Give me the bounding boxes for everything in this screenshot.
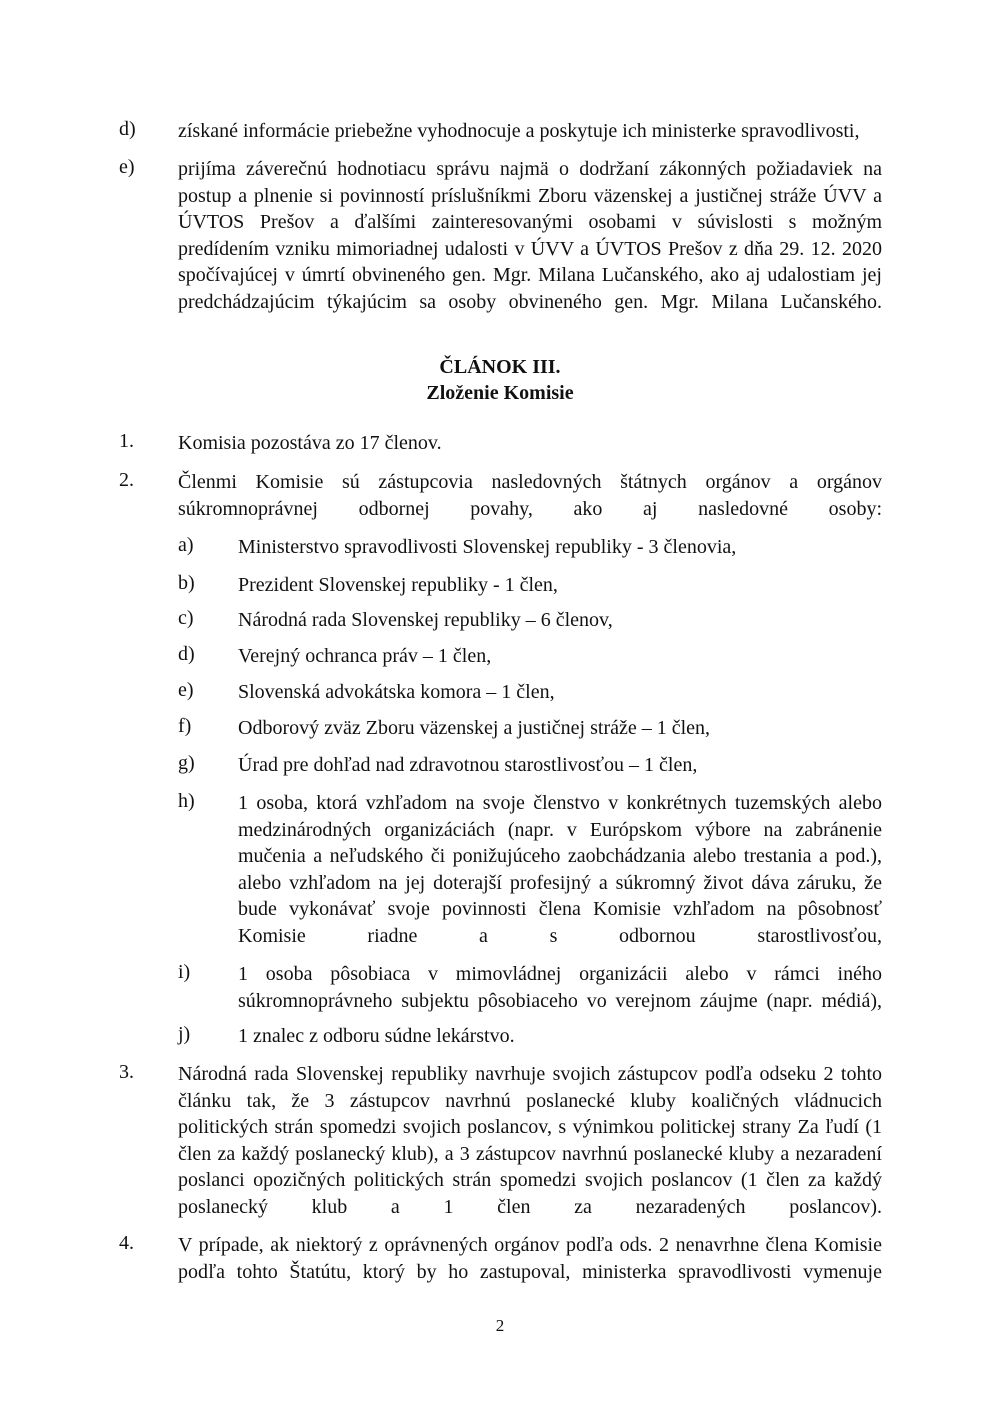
member-text: 1 znalec z odboru súdne lekárstvo. — [238, 1025, 515, 1047]
section-label: 2. — [119, 469, 134, 491]
member-label: j) — [178, 1023, 191, 1045]
member-text: Prezident Slovenskej republiky - 1 člen, — [238, 574, 558, 596]
member-text: Ministerstvo spravodlivosti Slovenskej republiky - 3 členovia, — [238, 536, 737, 558]
member-label: h) — [178, 790, 195, 812]
member-text: Verejný ochranca práv – 1 člen, — [238, 645, 492, 667]
section-label: 1. — [119, 430, 134, 452]
list-item-label: e) — [119, 156, 135, 178]
article-title: Zloženie Komisie — [426, 382, 574, 404]
section-text: V prípade, ak niektorý z oprávnených orgánov podľa ods. 2 nenavrhne člena Komisie podľa tohto Štatútu, ktorý by ho zastupoval, ministerka spravodlivosti vymenuje — [178, 1234, 882, 1283]
member-label: i) — [178, 961, 191, 983]
member-label: c) — [178, 607, 194, 629]
article-number: ČLÁNOK III. — [439, 356, 561, 378]
member-text: 1 osoba pôsobiaca v mimovládnej organizácii alebo v rámci iného súkromnoprávneho subjektu pôsobiaceho vo verejnom záujme (napr. médiá), — [238, 963, 882, 1012]
member-label: f) — [178, 715, 192, 737]
section-label: 3. — [119, 1061, 134, 1083]
member-text: 1 osoba, ktorá vzhľadom na svoje členstvo v konkrétnych tuzemských alebo medzinárodných organizáciách (napr. v Európskom výbore na zabránenie mučenia a neľudského či ponižujúceho zaobchádzania alebo trestania a pod.), alebo vzhľadom na jej doterajší profesijný a súkromný život dáva záruku, že bude vykonávať svoje povinnosti člena Komisie vzhľadom na pôsobnosť Komisie riadne a s odbornou starostlivosťou, — [238, 792, 882, 947]
section-text: Členmi Komisie sú zástupcovia nasledovných štátnych orgánov a orgánov súkromnoprávnej odbornej povahy, ako aj nasledovné osoby: — [178, 471, 882, 520]
member-text: Slovenská advokátska komora – 1 člen, — [238, 681, 555, 703]
section-text: Národná rada Slovenskej republiky navrhuje svojich zástupcov podľa odseku 2 tohto článku tak, že 3 zástupcov navrhnú poslanecké kluby koaličných vládnucich politických strán spomedzi svojich poslancov, s výnimkou politickej strany Za ľudí (1 člen za každý poslanecký klub), a 3 zástupcov navrhnú poslanecké kluby a nezaradení poslanci opozičných politických strán spomedzi svojich poslancov (1 člen za každý poslanecký klub a 1 člen za nezaradených poslancov). — [178, 1063, 882, 1218]
section-text: Komisia pozostáva zo 17 členov. — [178, 432, 442, 454]
list-item-label: d) — [119, 118, 136, 140]
member-text: Úrad pre dohľad nad zdravotnou starostlivosťou – 1 člen, — [238, 754, 698, 776]
member-label: d) — [178, 643, 195, 665]
member-label: a) — [178, 534, 194, 556]
member-label: b) — [178, 572, 195, 594]
list-item-text: prijíma záverečnú hodnotiacu správu najmä o dodržaní zákonných požiadaviek na postup a plnenie si povinností príslušníkmi Zboru väzenskej a justičnej stráže ÚVV a ÚVTOS Prešov a ďalšími zainteresovanými osobami v súvislosti s možným predídením vzniku mimoriadnej udalosti v ÚVV a ÚVTOS Prešov z dňa 29. 12. 2020 spočívajúcej v úmrtí obvineného gen. Mgr. Milana Lučanského, ako aj udalostiam jej predchádzajúcim týkajúcim sa osoby obvineného gen. Mgr. Milana Lučanského. — [178, 158, 882, 313]
member-label: e) — [178, 679, 194, 701]
member-text: Národná rada Slovenskej republiky – 6 členov, — [238, 609, 613, 631]
member-label: g) — [178, 752, 195, 774]
section-label: 4. — [119, 1232, 134, 1254]
page-number: 2 — [495, 1316, 505, 1335]
list-item-text: získané informácie priebežne vyhodnocuje a poskytuje ich ministerke spravodlivosti, — [178, 120, 860, 142]
member-text: Odborový zväz Zboru väzenskej a justičnej stráže – 1 člen, — [238, 717, 711, 739]
